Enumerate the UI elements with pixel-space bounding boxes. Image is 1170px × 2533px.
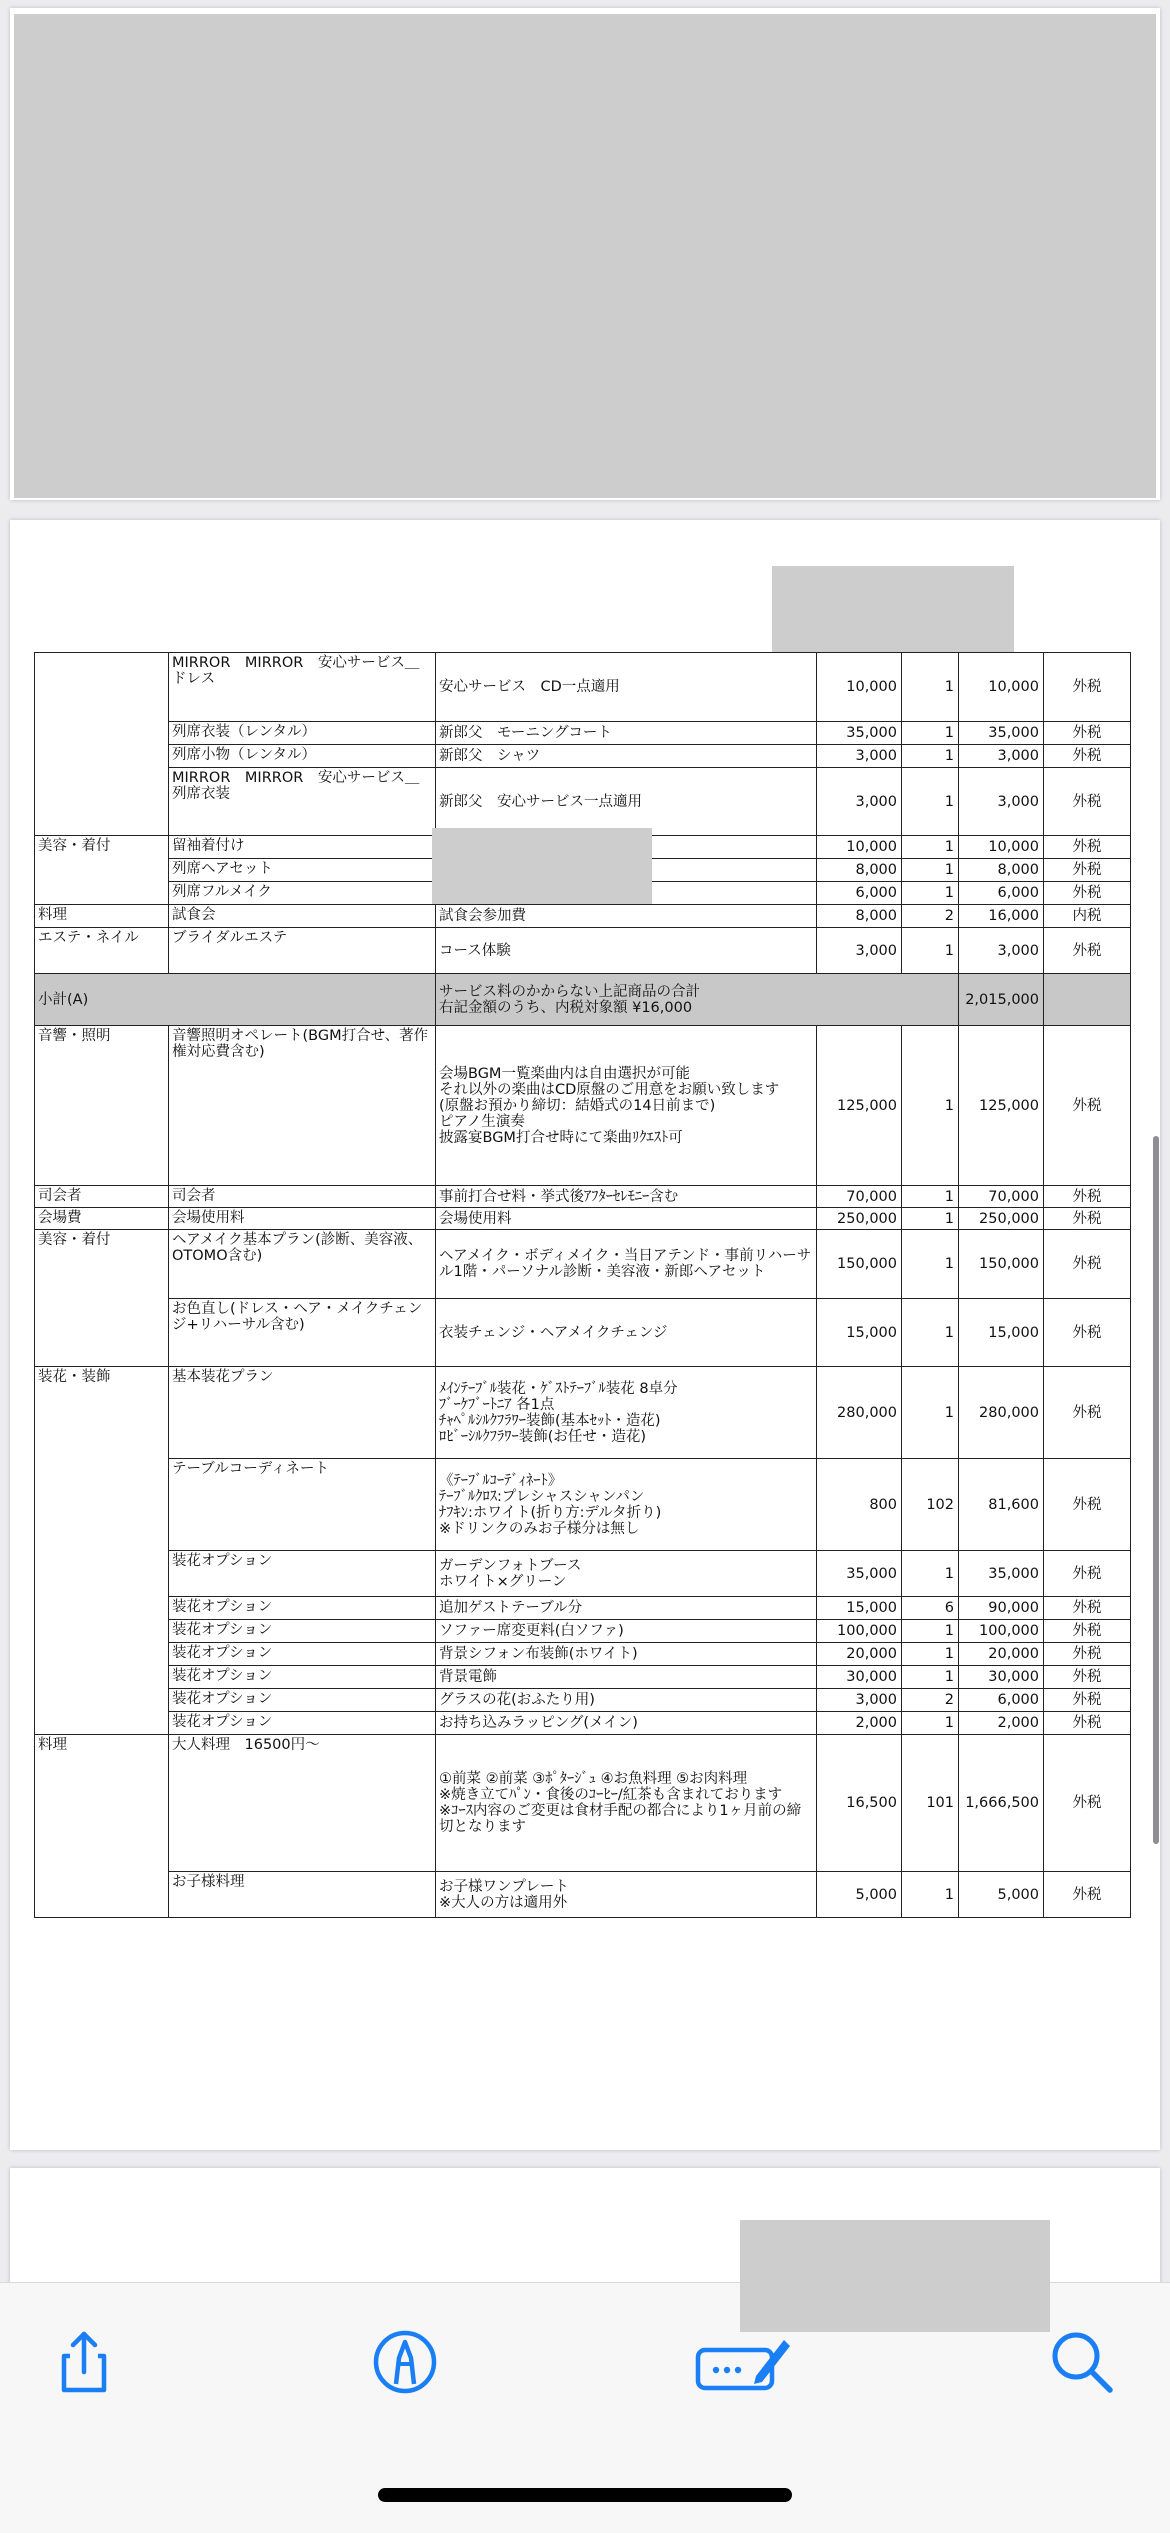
markup-pen-icon <box>365 2322 445 2402</box>
table-row <box>35 905 1131 928</box>
table-row <box>35 745 1131 768</box>
category-cell <box>35 1666 169 1689</box>
table-row <box>35 1689 1131 1712</box>
tax-cell: 外税 <box>1044 653 1131 722</box>
description-cell: 新郎父 安心サービス一点適用 <box>436 768 817 836</box>
amount-cell: 125,000 <box>959 1026 1044 1186</box>
unit-price-cell: 8,000 <box>817 905 902 928</box>
item-cell: 装花オプション <box>169 1643 436 1666</box>
table-row <box>35 1620 1131 1643</box>
unit-price-cell: 100,000 <box>817 1620 902 1643</box>
tax-cell: 外税 <box>1044 1735 1131 1872</box>
quantity-cell: 1 <box>902 928 959 974</box>
unit-price-cell: 125,000 <box>817 1026 902 1186</box>
category-cell: エステ・ネイル <box>35 928 169 974</box>
tax-cell: 外税 <box>1044 1666 1131 1689</box>
table-row <box>35 1459 1131 1551</box>
description-cell: ソファー席変更料(白ソファ) <box>436 1620 817 1643</box>
quantity-cell: 1 <box>902 1620 959 1643</box>
share-icon <box>44 2322 124 2402</box>
subtotal-amount: 2,015,000 <box>959 974 1044 1026</box>
item-cell: 列席衣装（レンタル） <box>169 722 436 745</box>
tax-cell: 外税 <box>1044 1459 1131 1551</box>
quantity-cell: 1 <box>902 1872 959 1918</box>
category-cell: 会場費 <box>35 1208 169 1230</box>
amount-cell: 6,000 <box>959 882 1044 905</box>
amount-cell: 10,000 <box>959 653 1044 722</box>
amount-cell: 10,000 <box>959 836 1044 859</box>
unit-price-cell: 3,000 <box>817 745 902 768</box>
quantity-cell: 1 <box>902 1208 959 1230</box>
tax-cell: 外税 <box>1044 1299 1131 1367</box>
table-row <box>35 653 1131 722</box>
scrollbar[interactable] <box>1153 1136 1159 1844</box>
tax-cell: 内税 <box>1044 905 1131 928</box>
item-cell: 装花オプション <box>169 1620 436 1643</box>
category-cell: 司会者 <box>35 1186 169 1208</box>
item-cell: 装花オプション <box>169 1597 436 1620</box>
tax-cell: 外税 <box>1044 882 1131 905</box>
tax-cell: 外税 <box>1044 1872 1131 1918</box>
item-cell: 装花オプション <box>169 1551 436 1597</box>
amount-cell: 15,000 <box>959 1299 1044 1367</box>
tax-cell: 外税 <box>1044 768 1131 836</box>
description-cell: 追加ゲストテーブル分 <box>436 1597 817 1620</box>
category-cell <box>35 859 169 882</box>
category-cell <box>35 1712 169 1735</box>
unit-price-cell: 70,000 <box>817 1186 902 1208</box>
unit-price-cell: 15,000 <box>817 1299 902 1367</box>
quantity-cell: 1 <box>902 1712 959 1735</box>
table-row <box>35 1597 1131 1620</box>
category-cell <box>35 1643 169 1666</box>
description-cell: ヘアメイク・ボディメイク・当日アテンド・事前リハーサル1階・パーソナル診断・美容液・新郎ヘアセット <box>436 1230 817 1299</box>
category-cell <box>35 745 169 768</box>
unit-price-cell: 10,000 <box>817 836 902 859</box>
item-cell: 装花オプション <box>169 1666 436 1689</box>
item-cell: 列席フルメイク <box>169 882 436 905</box>
item-cell: 基本装花プラン <box>169 1367 436 1459</box>
quantity-cell: 1 <box>902 1299 959 1367</box>
tax-cell: 外税 <box>1044 1620 1131 1643</box>
item-cell: 列席小物（レンタル） <box>169 745 436 768</box>
description-cell: 試食会参加費 <box>436 905 817 928</box>
amount-cell: 280,000 <box>959 1367 1044 1459</box>
tax-cell: 外税 <box>1044 836 1131 859</box>
unit-price-cell: 280,000 <box>817 1367 902 1459</box>
description-cell: ガーデンフォトブース ホワイト×グリーン <box>436 1551 817 1597</box>
unit-price-cell: 30,000 <box>817 1666 902 1689</box>
tax-cell: 外税 <box>1044 1551 1131 1597</box>
table-row <box>35 1208 1131 1230</box>
tax-cell: 外税 <box>1044 1712 1131 1735</box>
quantity-cell: 101 <box>902 1735 959 1872</box>
tax-cell: 外税 <box>1044 722 1131 745</box>
share-button[interactable] <box>44 2322 124 2402</box>
quantity-cell: 102 <box>902 1459 959 1551</box>
subtotal-row <box>35 974 1131 1026</box>
subtotal-label: 小計(A) <box>35 974 436 1026</box>
tax-cell: 外税 <box>1044 1597 1131 1620</box>
unit-price-cell: 16,500 <box>817 1735 902 1872</box>
category-cell: 美容・着付 <box>35 836 169 859</box>
item-cell: 装花オプション <box>169 1689 436 1712</box>
unit-price-cell: 5,000 <box>817 1872 902 1918</box>
item-cell: MIRROR MIRROR 安心サービス＿ドレス <box>169 653 436 722</box>
amount-cell: 90,000 <box>959 1597 1044 1620</box>
unit-price-cell: 20,000 <box>817 1643 902 1666</box>
tax-cell: 外税 <box>1044 745 1131 768</box>
tax-cell <box>1044 974 1131 1026</box>
description-cell: 安心サービス CD一点適用 <box>436 653 817 722</box>
unit-price-cell: 2,000 <box>817 1712 902 1735</box>
amount-cell: 81,600 <box>959 1459 1044 1551</box>
table-row <box>35 1643 1131 1666</box>
unit-price-cell: 15,000 <box>817 1597 902 1620</box>
quantity-cell: 1 <box>902 745 959 768</box>
amount-cell: 250,000 <box>959 1208 1044 1230</box>
item-cell: 音響照明オペレート(BGM打合せ、著作権対応費含む) <box>169 1026 436 1186</box>
amount-cell: 6,000 <box>959 1689 1044 1712</box>
category-cell <box>35 768 169 836</box>
description-cell: 衣装チェンジ・ヘアメイクチェンジ <box>436 1299 817 1367</box>
quantity-cell: 1 <box>902 1551 959 1597</box>
description-cell: グラスの花(おふたり用) <box>436 1689 817 1712</box>
redacted-area <box>432 828 652 904</box>
amount-cell: 3,000 <box>959 768 1044 836</box>
description-cell: お子様ワンプレート ※大人の方は適用外 <box>436 1872 817 1918</box>
amount-cell: 5,000 <box>959 1872 1044 1918</box>
quantity-cell: 2 <box>902 1689 959 1712</box>
category-cell: 料理 <box>35 905 169 928</box>
description-cell: コース体験 <box>436 928 817 974</box>
description-cell: 新郎父 モーニングコート <box>436 722 817 745</box>
unit-price-cell: 8,000 <box>817 859 902 882</box>
amount-cell: 30,000 <box>959 1666 1044 1689</box>
tax-cell: 外税 <box>1044 1643 1131 1666</box>
quantity-cell: 1 <box>902 653 959 722</box>
tax-cell: 外税 <box>1044 1230 1131 1299</box>
amount-cell: 16,000 <box>959 905 1044 928</box>
tax-cell: 外税 <box>1044 1689 1131 1712</box>
redacted-area <box>14 14 1156 498</box>
description-cell: 背景電飾 <box>436 1666 817 1689</box>
amount-cell: 3,000 <box>959 928 1044 974</box>
category-cell <box>35 1872 169 1918</box>
category-cell <box>35 882 169 905</box>
unit-price-cell: 6,000 <box>817 882 902 905</box>
markup-button[interactable] <box>365 2322 445 2402</box>
quantity-cell: 1 <box>902 859 959 882</box>
description-cell: 新郎父 シャツ <box>436 745 817 768</box>
amount-cell: 70,000 <box>959 1186 1044 1208</box>
amount-cell: 2,000 <box>959 1712 1044 1735</box>
description-cell: 事前打合せ料・挙式後ｱﾌﾀｰｾﾚﾓﾆｰ含む <box>436 1186 817 1208</box>
table-row <box>35 928 1131 974</box>
table-row <box>35 1551 1131 1597</box>
signature-icon <box>694 2322 794 2402</box>
quantity-cell: 1 <box>902 1186 959 1208</box>
amount-cell: 35,000 <box>959 722 1044 745</box>
item-cell: 大人料理 16500円〜 <box>169 1735 436 1872</box>
description-cell: 会場使用料 <box>436 1208 817 1230</box>
home-indicator[interactable] <box>378 2488 792 2502</box>
category-cell <box>35 1620 169 1643</box>
unit-price-cell: 3,000 <box>817 928 902 974</box>
category-cell <box>35 1689 169 1712</box>
unit-price-cell: 35,000 <box>817 1551 902 1597</box>
category-cell: 装花・装飾 <box>35 1367 169 1459</box>
table-row <box>35 722 1131 745</box>
amount-cell: 3,000 <box>959 745 1044 768</box>
amount-cell: 150,000 <box>959 1230 1044 1299</box>
amount-cell: 100,000 <box>959 1620 1044 1643</box>
previous-pdf-page <box>10 8 1160 500</box>
table-row <box>35 1712 1131 1735</box>
unit-price-cell: 3,000 <box>817 768 902 836</box>
table-row <box>35 1666 1131 1689</box>
category-cell <box>35 653 169 722</box>
item-cell: ヘアメイク基本プラン(診断、美容液、OTOMO含む) <box>169 1230 436 1299</box>
quantity-cell: 6 <box>902 1597 959 1620</box>
table-row <box>35 1872 1131 1918</box>
amount-cell: 35,000 <box>959 1551 1044 1597</box>
item-cell: お色直し(ドレス・ヘア・メイクチェンジ+リハーサル含む) <box>169 1299 436 1367</box>
quantity-cell: 1 <box>902 836 959 859</box>
tax-cell: 外税 <box>1044 1026 1131 1186</box>
description-cell: 背景シフォン布装飾(ホワイト) <box>436 1643 817 1666</box>
item-cell: MIRROR MIRROR 安心サービス＿列席衣装 <box>169 768 436 836</box>
quantity-cell: 1 <box>902 722 959 745</box>
category-cell: 料理 <box>35 1735 169 1872</box>
category-cell: 美容・着付 <box>35 1230 169 1299</box>
quantity-cell: 1 <box>902 768 959 836</box>
category-cell: 音響・照明 <box>35 1026 169 1186</box>
item-cell: 留袖着付け <box>169 836 436 859</box>
unit-price-cell: 150,000 <box>817 1230 902 1299</box>
unit-price-cell: 250,000 <box>817 1208 902 1230</box>
amount-cell: 8,000 <box>959 859 1044 882</box>
description-cell: 会場BGM一覧楽曲内は自由選択が可能 それ以外の楽曲はCD原盤のご用意をお願い致します (原盤お預かり締切：結婚式の14日前まで) ピアノ生演奏 披露宴BGM打合せ時にて楽曲ﾘｸｴｽﾄ可 <box>436 1026 817 1186</box>
table-row <box>35 1026 1131 1186</box>
item-cell: テーブルコーディネート <box>169 1459 436 1551</box>
item-cell: 司会者 <box>169 1186 436 1208</box>
tax-cell: 外税 <box>1044 1208 1131 1230</box>
tax-cell: 外税 <box>1044 859 1131 882</box>
quantity-cell: 1 <box>902 1026 959 1186</box>
quantity-cell: 1 <box>902 1666 959 1689</box>
amount-cell: 20,000 <box>959 1643 1044 1666</box>
item-cell: 装花オプション <box>169 1712 436 1735</box>
description-cell: お持ち込みラッピング(メイン) <box>436 1712 817 1735</box>
table-row <box>35 1735 1131 1872</box>
redacted-area <box>772 566 1014 652</box>
subtotal-note: サービス料のかからない上記商品の合計 右記金額のうち、内税対象額 ¥16,000 <box>436 974 959 1026</box>
table-row <box>35 1230 1131 1299</box>
quantity-cell: 1 <box>902 882 959 905</box>
category-cell <box>35 1459 169 1551</box>
category-cell <box>35 1299 169 1367</box>
item-cell: 列席ヘアセット <box>169 859 436 882</box>
item-cell: 会場使用料 <box>169 1208 436 1230</box>
tax-cell: 外税 <box>1044 1367 1131 1459</box>
amount-cell: 1,666,500 <box>959 1735 1044 1872</box>
quantity-cell: 1 <box>902 1230 959 1299</box>
unit-price-cell: 10,000 <box>817 653 902 722</box>
quantity-cell: 1 <box>902 1367 959 1459</box>
tax-cell: 外税 <box>1044 928 1131 974</box>
table-row <box>35 1299 1131 1367</box>
description-cell: 《ﾃｰﾌﾞﾙｺｰﾃﾞｨﾈｰﾄ》 ﾃｰﾌﾞﾙｸﾛｽ:プレシャスシャンパン ﾅﾌｷﾝ:ホワイト(折り方:デルタ折り) ※ドリンクのみお子様分は無し <box>436 1459 817 1551</box>
tax-cell: 外税 <box>1044 1186 1131 1208</box>
search-icon <box>1042 2322 1122 2402</box>
redacted-area <box>740 2220 1050 2332</box>
unit-price-cell: 800 <box>817 1459 902 1551</box>
quantity-cell: 2 <box>902 905 959 928</box>
signature-button[interactable] <box>694 2322 794 2402</box>
description-cell: ①前菜 ②前菜 ③ﾎﾟﾀｰｼﾞｭ ④お魚料理 ⑤お肉料理 ※焼き立てﾊﾟﾝ・食後のｺｰﾋｰ/紅茶も含まれております ※ｺｰｽ内容のご変更は食材手配の都合により1ヶ月前の締切となります <box>436 1735 817 1872</box>
table-row <box>35 768 1131 836</box>
table-row <box>35 1186 1131 1208</box>
quantity-cell: 1 <box>902 1643 959 1666</box>
category-cell <box>35 1551 169 1597</box>
unit-price-cell: 35,000 <box>817 722 902 745</box>
description-cell: ﾒｲﾝﾃｰﾌﾞﾙ装花・ｹﾞｽﾄﾃｰﾌﾞﾙ装花 8卓分 ﾌﾞｰｹﾌﾞｰﾄﾆｱ 各1点 ﾁｬﾍﾟﾙｼﾙｸﾌﾗﾜｰ装飾(基本ｾｯﾄ・造花) ﾛﾋﾞｰｼﾙｸﾌﾗﾜｰ装飾(お任せ・造花) <box>436 1367 817 1459</box>
category-cell <box>35 722 169 745</box>
category-cell <box>35 1597 169 1620</box>
table-row <box>35 1367 1131 1459</box>
search-button[interactable] <box>1042 2322 1122 2402</box>
item-cell: お子様料理 <box>169 1872 436 1918</box>
unit-price-cell: 3,000 <box>817 1689 902 1712</box>
item-cell: ブライダルエステ <box>169 928 436 974</box>
item-cell: 試食会 <box>169 905 436 928</box>
